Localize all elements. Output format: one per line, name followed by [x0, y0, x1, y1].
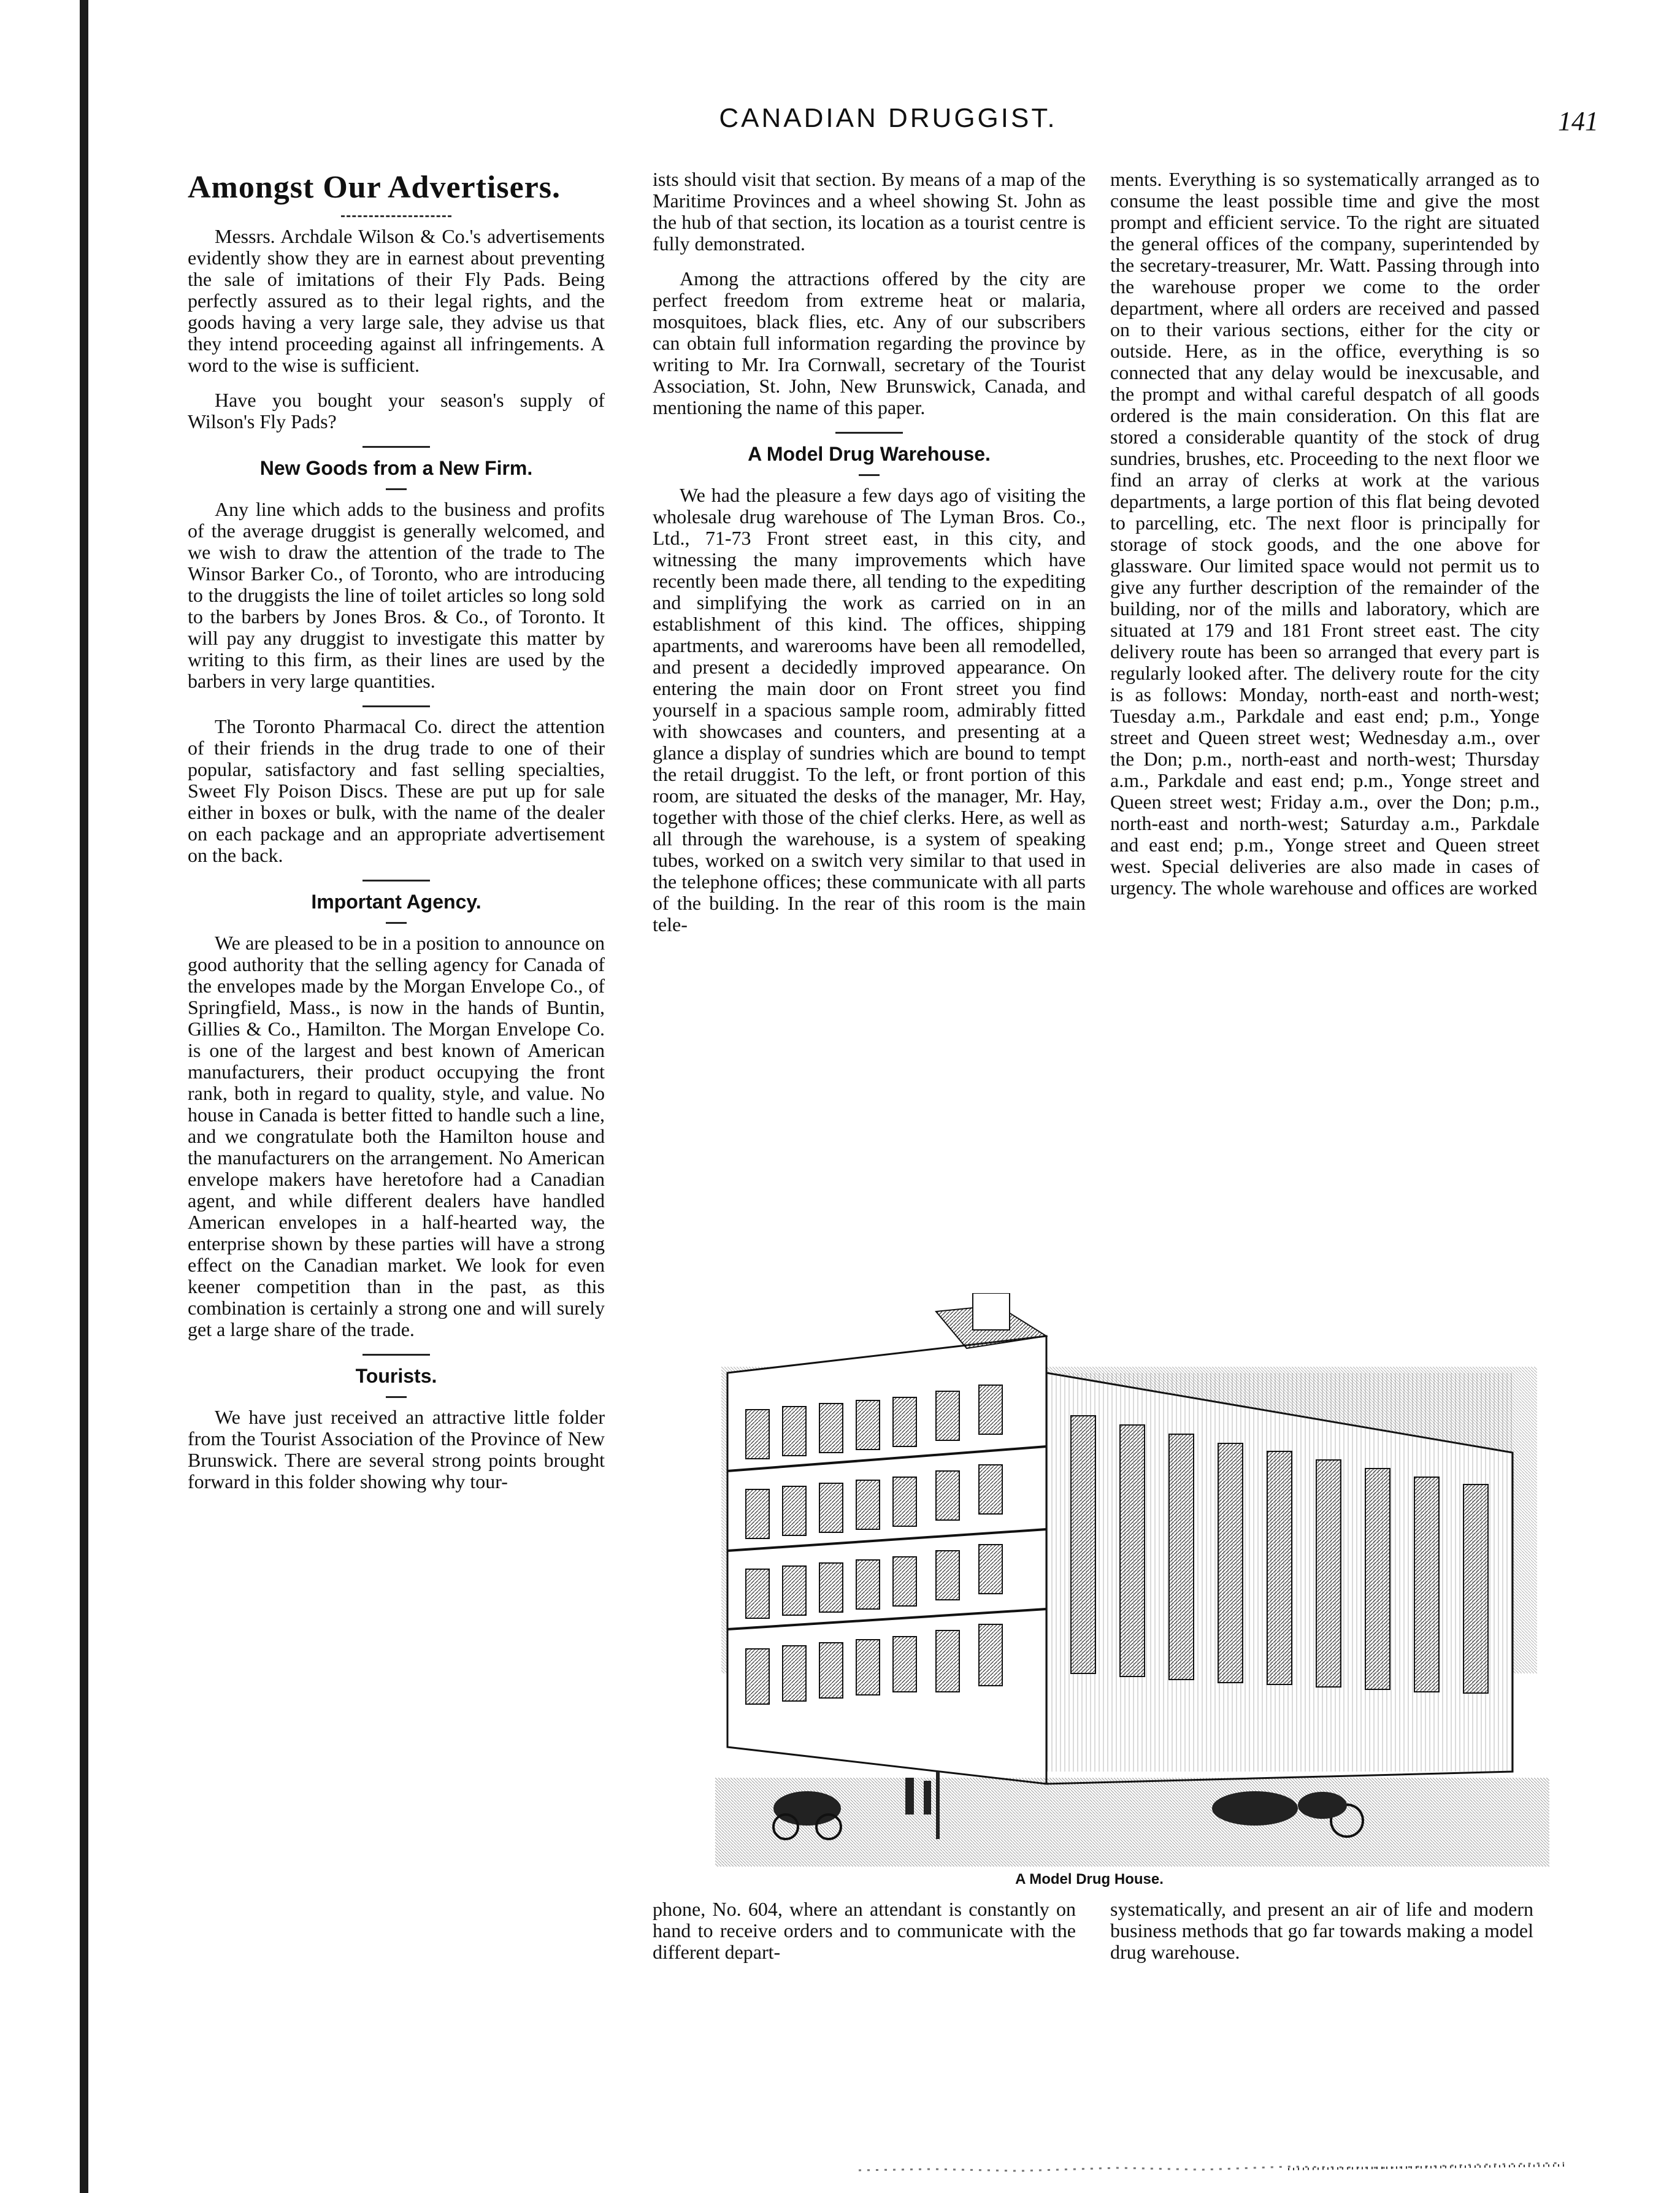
binding-edge — [80, 0, 88, 2193]
article-heading: A Model Drug Warehouse. — [748, 443, 991, 465]
article-heading: Important Agency. — [311, 891, 481, 913]
divider — [386, 488, 407, 490]
paragraph: Among the attractions offered by the city are perfect freedom from extreme heat or malaria, mosquitoes, black flies, etc. Any of our subscribers can obtain full information regarding the province by writing to Mr. Ira Cornwall, secretary of the Tourist Association, St. John, New Brunswick, Canada, and mentioning the name of this paper. — [653, 267, 1086, 418]
column-left — [188, 169, 605, 2052]
paragraph: We are pleased to be in a position to announce on good authority that the selling agency for Canada of the envelopes made by the Morgan Envelope Co., of Springfield, Mass., is now in the hands of Buntin, Gillies & Co., Hamilton. The Morgan Envelope Co. is one of the largest and best known of American manufacturers, their product occupying the front rank, both in regard to quality, style, and value. No house in Canada is better fitted to handle such a line, and we congratulate both the Hamilton house and the manufacturers on the arrangement. No American envelope makers have heretofore had a Canadian agent, and while different dealers have handled American envelopes in a half-hearted way, the enterprise shown by these parties will have a strong effect on the Canadian market. We look for even keener competition than in the past, as this combination is certainly a strong one and will surely get a large share of the trade. — [188, 932, 605, 1340]
paragraph: Have you bought your season's supply of Wilson's Fly Pads? — [188, 389, 605, 432]
divider — [859, 474, 880, 476]
figure-caption: A Model Drug House. — [1015, 1871, 1164, 1888]
paragraph: ments. Everything is so systematically arranged as to consume the least possible time and give the most prompt and efficient service. To the right are situated the general offices of the company, superintended by the secretary-treasurer, Mr. Watt. Passing through into the warehouse proper we come to the order department, where all orders are received and passed on to their various sections, either for the city or outside. Here, as in the office, everything is so connected that any delay would be inexcusable, and the prompt and withal careful despatch of all goods ordered is the main consideration. On this flat are stored a considerable quantity of the stock of drug sundries, brushes, etc. Proceeding to the next floor we find an array of clerks at work at the various departments, a large portion of this flat being devoted to parcelling, etc. The next floor is principally for storage of stock goods, and the one above for glassware. Our limited space would not permit us to give any further description of the remainder of the building, nor of the mills and laboratory, which are situated at 179 and 181 Front street east. The city delivery route has been so arranged that every part is regularly looked after. The delivery route for the city is as follows: Monday, north-east and north-west; Tuesday a.m., Parkdale and east end; p.m., Yonge street and Queen street west; Wednesday a.m., over the Don; p.m., north-east and north-west; Thursday a.m., Parkdale and east end; p.m., Yonge street and Queen street west; Friday a.m., over the Don; p.m., north-east and north-west; Saturday a.m., Parkdale and east end; p.m., Yonge street and Queen street west. Special deliveries are also made in cases of urgency. The whole warehouse and offices are worked — [1110, 169, 1540, 899]
paragraph: The Toronto Pharmacal Co. direct the attention of their friends in the drug trade to one of their popular, satisfactory and fast selling specialties, Sweet Fly Poison Discs. These are put up for sale either in boxes or bulk, with the name of the dealer on each package and an appropriate advertisement on the back. — [188, 715, 605, 866]
divider — [835, 432, 903, 434]
running-head: CANADIAN DRUGGIST. — [719, 103, 1057, 133]
paragraph: Messrs. Archdale Wilson & Co.'s advertisements evidently show they are in earnest about preventing the sale of imitations of their Fly Pads. Being perfectly assured as to their legal rights, and the goods having a very large sale, they advise us that they intend proceeding against all infringements. A word to the wise is sufficient. — [188, 225, 605, 376]
divider — [362, 880, 430, 881]
paragraph: phone, No. 604, where an attendant is constantly on hand to receive orders and to communicate with the different depart- — [653, 1898, 1076, 1963]
divider — [362, 1354, 430, 1356]
section-title: Amongst Our Advertisers. — [188, 170, 561, 205]
paragraph: ists should visit that section. By means of a map of the Maritime Provinces and a wheel showing St. John as the hub of that section, its location as a tourist centre is fully demonstrated. — [653, 169, 1086, 255]
column-right-continued — [1110, 1899, 1533, 1976]
article-heading: Tourists. — [355, 1365, 437, 1387]
warehouse-illustration — [703, 1293, 1562, 1867]
column-right — [1110, 169, 1540, 1273]
divider — [362, 705, 430, 707]
article-heading: New Goods from a New Firm. — [259, 457, 533, 479]
page-number: 141 — [1558, 106, 1598, 136]
divider — [362, 446, 430, 448]
paragraph: Any line which adds to the business and profits of the average druggist is generally welcomed, and we wish to draw the attention of the trade to The Winsor Barker Co., of Toronto, who are introducing to the druggists the line of toilet articles so long sold to the barbers by Jones Bros. & Co., of Toronto. It will pay any druggist to investigate this matter by writing to this firm, as their lines are used by the barbers in very large quantities. — [188, 498, 605, 692]
divider — [386, 1396, 407, 1398]
paragraph: We had the pleasure a few days ago of visiting the wholesale drug warehouse of The Lyman Bros. Co., Ltd., 71-73 Front street east, in this city, and witnessing the many improvements which have recently been made there, all tending to the expediting and simplifying the work as carried on in an establishment of this kind. The offices, shipping apartments, and warerooms have been all remodelled, and present a decidedly improved appearance. On entering the main door on Front street you find yourself in a spacious sample room, admirably fitted with showcases and counters, and presenting at a glance a display of sundries which are bound to tempt the retail druggist. To the left, or front portion of this room, are situated the desks of the manager, Mr. Hay, together with those of the chief clerks. Here, as well as all through the warehouse, is a system of speaking tubes, worked on a switch very similar to that used in the telephone offices; these communicate with all parts of the building. In the rear of this room is the main tele- — [653, 484, 1086, 935]
divider — [341, 215, 451, 217]
divider — [386, 922, 407, 924]
column-middle-continued — [653, 1899, 1076, 1976]
paragraph: systematically, and present an air of life and modern business methods that go far towards making a model drug warehouse. — [1110, 1898, 1533, 1963]
print-smudge — [859, 2159, 1564, 2173]
column-middle — [653, 169, 1086, 1273]
paragraph: We have just received an attractive little folder from the Tourist Association of the Province of New Brunswick. There are several strong points brought forward in this folder showing why tour- — [188, 1406, 605, 1492]
